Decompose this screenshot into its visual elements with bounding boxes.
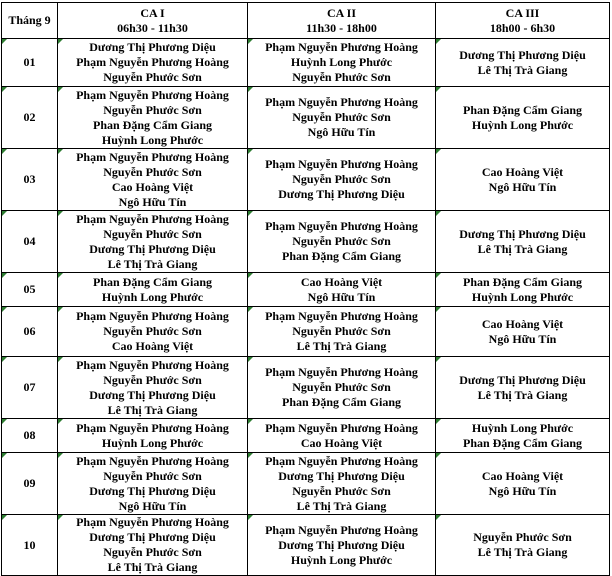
day-label: 01 [23,55,36,69]
staff-name: Lê Thị Trà Giang [477,545,568,559]
staff-name: Lê Thị Trà Giang [477,62,568,77]
cell-note-marker [436,273,441,278]
schedule-table [1,2,610,576]
staff-name: Lê Thị Trà Giang [107,256,198,271]
staff-name: Huỳnh Long Phước [471,289,574,304]
day-label: 07 [23,380,36,394]
cell-note-marker [2,149,7,154]
staff-name: Phạm Nguyễn Phương Hoàng [265,95,418,109]
staff-name: Phạm Nguyễn Phương Hoàng [265,453,418,468]
cell-note-marker [58,453,63,458]
shift-time: 11h30 - 18h00 [306,20,377,35]
cell-note-marker [58,149,63,154]
staff-name: Cao Hoàng Việt [481,164,564,179]
table-row [2,87,610,149]
shift-cell-ca2 [248,453,436,515]
cell-note-marker [58,87,63,92]
staff-name: Phạm Nguyễn Phương Hoàng [76,87,229,102]
staff-name: Ngô Hữu Tín [488,483,557,498]
day-cell [2,307,58,357]
cell-note-marker [2,453,7,458]
cell-note-marker [248,273,253,278]
cell-note-marker [2,307,7,312]
staff-name: Phan Đặng Cẩm Giang [462,435,583,450]
staff-name: Ngô Hữu Tín [118,498,187,513]
cell-note-marker [58,273,63,278]
staff-name: Nguyễn Phước Sơn [103,102,202,117]
staff-name: Phạm Nguyễn Phương Hoàng [265,40,418,54]
cell-note-marker [248,87,253,92]
day-label: 08 [23,428,36,442]
cell-note-marker [248,357,253,362]
shift-header-1 [58,3,248,39]
cell-note-marker [58,357,63,362]
staff-name: Dương Thị Phương Diệu [89,241,216,256]
staff-name: Phạm Nguyễn Phương Hoàng [265,309,418,323]
shift-cell-ca2 [248,357,436,419]
staff-name: Huỳnh Long Phước [101,435,204,450]
staff-name: Nguyễn Phước Sơn [292,324,391,338]
table-row [2,307,610,357]
cell-note-marker [436,87,441,92]
staff-name: Nguyễn Phước Sơn [473,530,572,544]
month-header: Tháng 9 [2,3,58,39]
shift-cell-ca1 [58,307,248,357]
staff-name: Dương Thị Phương Diệu [278,537,405,552]
staff-name: Ngô Hữu Tín [118,194,187,209]
staff-name: Phan Đặng Cẩm Giang [92,274,213,289]
staff-name: Nguyễn Phước Sơn [292,110,391,124]
cell-note-marker [58,307,63,312]
cell-note-marker [248,149,253,154]
header-row [2,3,610,39]
cell-note-marker [248,307,253,312]
staff-name: Phan Đặng Cẩm Giang [462,274,583,289]
day-cell [2,515,58,576]
shift-cell-ca3 [436,419,610,453]
shift-cell-ca2 [248,273,436,307]
shift-cell-ca2 [248,211,436,273]
day-cell [2,419,58,453]
cell-note-marker [436,357,441,362]
staff-name: Huỳnh Long Phước [290,55,393,69]
cell-note-marker [58,211,63,216]
day-label: 10 [23,537,36,552]
staff-name: Nguyễn Phước Sơn [103,545,202,559]
cell-note-marker [58,419,63,424]
shift-cell-ca1 [58,211,248,273]
shift-cell-ca3 [436,211,610,273]
staff-name: Nguyễn Phước Sơn [292,483,391,498]
staff-name: Huỳnh Long Phước [471,117,574,132]
shift-cell-ca1 [58,453,248,515]
shift-cell-ca1 [58,273,248,307]
staff-name: Dương Thị Phương Diệu [89,483,216,498]
staff-name: Lê Thị Trà Giang [296,339,387,353]
shift-cell-ca1 [58,39,248,87]
staff-name: Huỳnh Long Phước [101,289,204,304]
staff-name: Phan Đặng Cẩm Giang [462,102,583,117]
staff-name: Lê Thị Trà Giang [477,241,568,256]
staff-name: Huỳnh Long Phước [101,132,204,147]
cell-note-marker [248,515,253,520]
staff-name: Huỳnh Long Phước [290,552,393,567]
day-cell [2,211,58,273]
cell-note-marker [2,87,7,92]
staff-name: Phạm Nguyễn Phương Hoàng [76,515,229,529]
shift-cell-ca2 [248,87,436,149]
shift-header-3 [436,3,610,39]
staff-name: Lê Thị Trà Giang [296,498,387,513]
staff-name: Dương Thị Phương Diệu [459,47,586,62]
shift-cell-ca3 [436,357,610,419]
staff-name: Lê Thị Trà Giang [107,402,198,417]
staff-name: Cao Hoàng Việt [481,316,564,331]
staff-name: Dương Thị Phương Diệu [89,530,216,544]
staff-name: Cao Hoàng Việt [300,274,383,289]
staff-name: Dương Thị Phương Diệu [278,468,405,483]
shift-name: CA III [505,5,540,20]
staff-name: Nguyễn Phước Sơn [292,172,391,186]
staff-name: Nguyễn Phước Sơn [103,164,202,179]
staff-name: Phan Đặng Cẩm Giang [92,117,213,132]
cell-note-marker [2,273,7,278]
day-label: 04 [23,234,36,248]
cell-note-marker [436,149,441,154]
staff-name: Phạm Nguyễn Phương Hoàng [76,211,229,226]
table-row [2,453,610,515]
day-label: 09 [23,476,36,490]
shift-cell-ca1 [58,515,248,576]
day-label: 05 [23,282,36,296]
cell-note-marker [436,39,441,44]
staff-name: Nguyễn Phước Sơn [292,234,391,248]
staff-name: Phạm Nguyễn Phương Hoàng [265,420,418,435]
staff-name: Nguyễn Phước Sơn [103,468,202,483]
cell-note-marker [2,515,7,520]
day-label: 02 [23,110,36,124]
cell-note-marker [2,357,7,362]
shift-time: 06h30 - 11h30 [117,20,188,35]
day-cell [2,87,58,149]
shift-cell-ca1 [58,149,248,211]
table-row [2,273,610,307]
staff-name: Phạm Nguyễn Phương Hoàng [76,357,229,372]
shift-cell-ca2 [248,39,436,87]
staff-name: Phạm Nguyễn Phương Hoàng [76,420,229,435]
staff-name: Cao Hoàng Việt [111,179,194,194]
cell-note-marker [2,419,7,424]
shift-cell-ca3 [436,453,610,515]
staff-name: Dương Thị Phương Diệu [459,226,586,241]
cell-note-marker [436,453,441,458]
shift-cell-ca3 [436,87,610,149]
table-row [2,515,610,576]
staff-name: Ngô Hữu Tín [488,179,557,194]
staff-name: Huỳnh Long Phước [471,420,574,435]
staff-name: Phạm Nguyễn Phương Hoàng [76,453,229,468]
staff-name: Nguyễn Phước Sơn [103,324,202,338]
day-cell [2,453,58,515]
staff-name: Nguyễn Phước Sơn [103,70,202,84]
shift-name: CA II [326,5,356,20]
staff-name: Phạm Nguyễn Phương Hoàng [76,149,229,164]
staff-name: Phạm Nguyễn Phương Hoàng [265,522,418,537]
day-cell [2,357,58,419]
shift-cell-ca3 [436,515,610,576]
day-cell [2,39,58,87]
shift-cell-ca2 [248,515,436,576]
shift-cell-ca2 [248,307,436,357]
staff-name: Nguyễn Phước Sơn [103,226,202,241]
staff-name: Dương Thị Phương Diệu [89,387,216,402]
staff-name: Phạm Nguyễn Phương Hoàng [76,55,229,69]
shift-cell-ca1 [58,87,248,149]
schedule-body [2,39,610,576]
shift-cell-ca3 [436,273,610,307]
day-cell [2,149,58,211]
staff-name: Cao Hoàng Việt [300,435,383,450]
table-row [2,149,610,211]
cell-note-marker [2,39,7,44]
table-row [2,39,610,87]
shift-cell-ca3 [436,149,610,211]
shift-cell-ca1 [58,357,248,419]
shift-time: 18h00 - 6h30 [489,20,556,35]
cell-note-marker [436,419,441,424]
staff-name: Dương Thị Phương Diệu [89,40,216,54]
table-row [2,357,610,419]
staff-name: Phạm Nguyễn Phương Hoàng [265,157,418,171]
cell-note-marker [248,39,253,44]
shift-header-2 [248,3,436,39]
staff-name: Ngô Hữu Tín [488,331,557,346]
staff-name: Cao Hoàng Việt [481,468,564,483]
table-row [2,211,610,273]
staff-name: Nguyễn Phước Sơn [103,372,202,387]
staff-name: Phạm Nguyễn Phương Hoàng [76,309,229,323]
day-label: 06 [23,324,36,338]
cell-note-marker [248,419,253,424]
staff-name: Cao Hoàng Việt [111,339,194,353]
staff-name: Nguyễn Phước Sơn [292,70,391,84]
shift-cell-ca2 [248,419,436,453]
cell-note-marker [2,211,7,216]
staff-name: Nguyễn Phước Sơn [292,380,391,394]
shift-cell-ca3 [436,39,610,87]
cell-note-marker [248,211,253,216]
table-row [2,419,610,453]
staff-name: Dương Thị Phương Diệu [278,187,405,201]
staff-name: Phan Đặng Cẩm Giang [281,249,402,263]
cell-note-marker [248,453,253,458]
shift-cell-ca2 [248,149,436,211]
cell-note-marker [58,515,63,520]
staff-name: Lê Thị Trà Giang [107,560,198,574]
cell-note-marker [436,211,441,216]
shift-name: CA I [140,5,165,20]
day-cell [2,273,58,307]
day-label: 03 [23,172,36,186]
cell-note-marker [436,307,441,312]
staff-name: Lê Thị Trà Giang [477,387,568,402]
staff-name: Phạm Nguyễn Phương Hoàng [265,365,418,379]
shift-cell-ca1 [58,419,248,453]
cell-note-marker [436,515,441,520]
staff-name: Phan Đặng Cẩm Giang [281,395,402,409]
shift-cell-ca3 [436,307,610,357]
cell-note-marker [58,39,63,44]
staff-name: Ngô Hữu Tín [307,289,376,304]
staff-name: Dương Thị Phương Diệu [459,372,586,387]
staff-name: Phạm Nguyễn Phương Hoàng [265,219,418,233]
staff-name: Ngô Hữu Tín [307,125,376,139]
